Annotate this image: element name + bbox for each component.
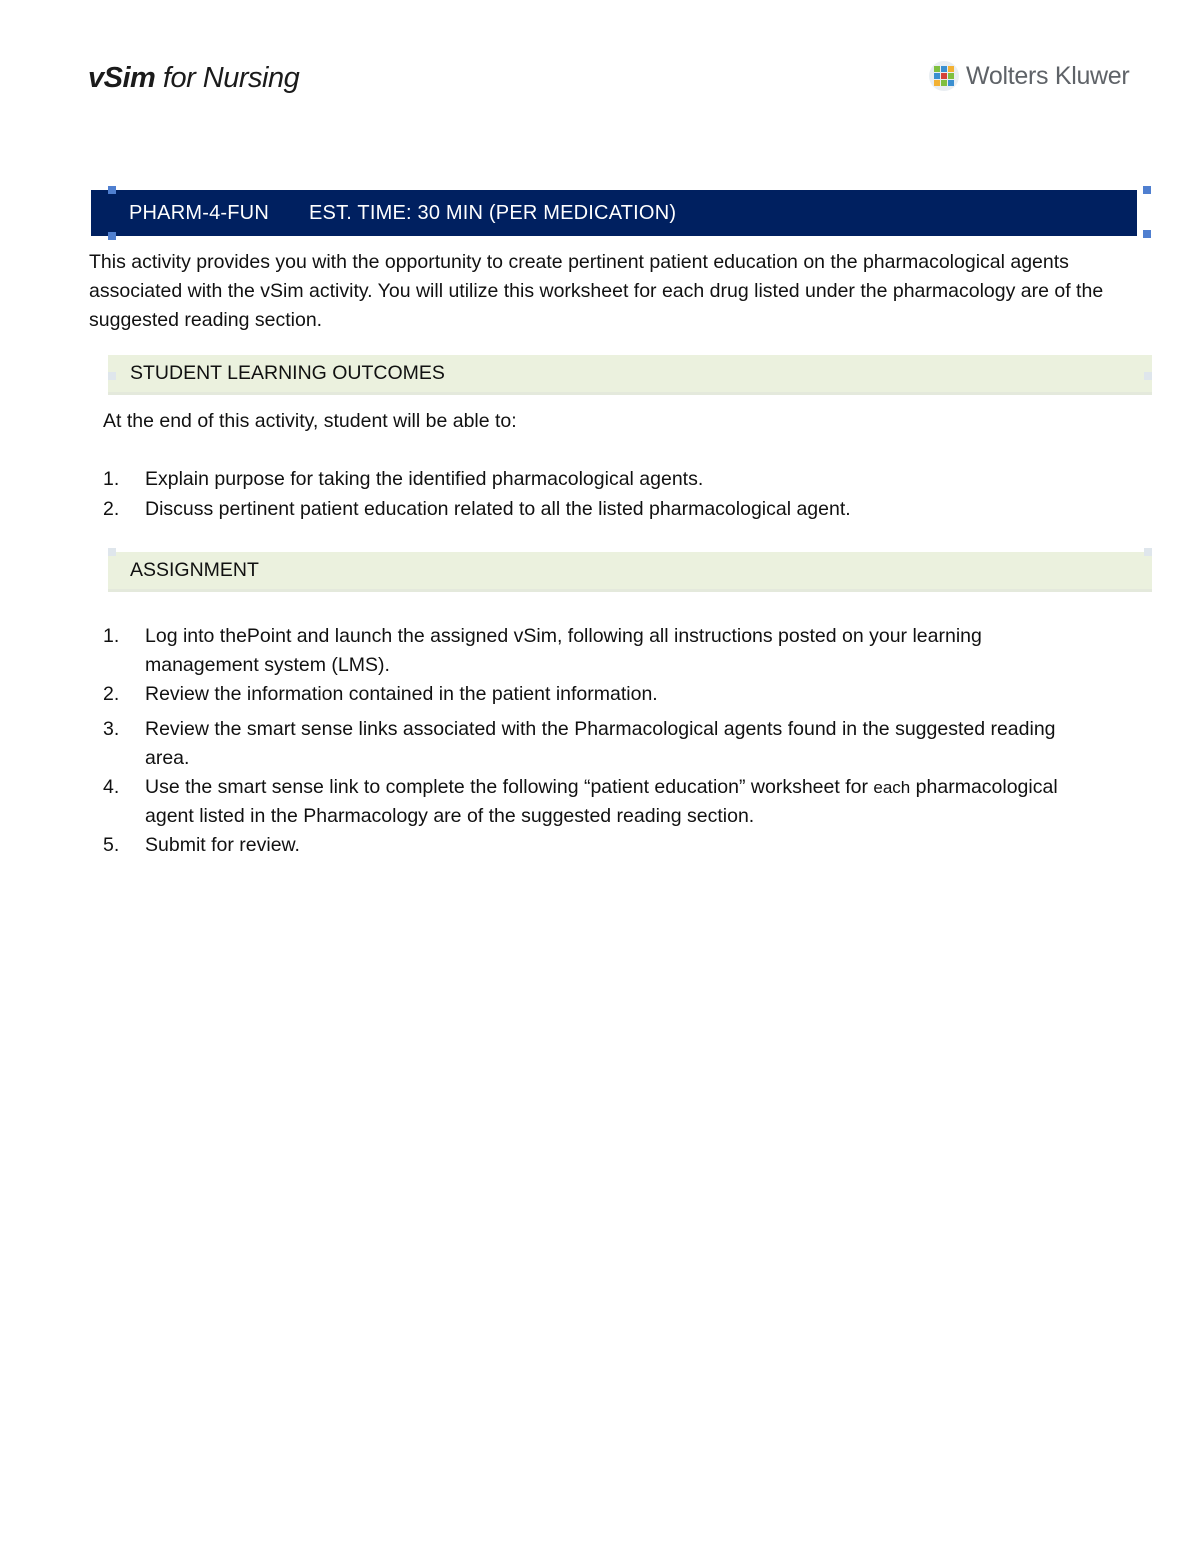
list-number: 2.	[103, 683, 120, 705]
resize-handle[interactable]	[108, 186, 116, 194]
list-text: Review the smart sense links associated with the Pharmacological agents found in the suggested reading area.	[145, 718, 1056, 769]
assignment-heading: ASSIGNMENT	[130, 559, 259, 581]
resize-handle[interactable]	[108, 232, 116, 240]
list-text-small: each	[873, 778, 911, 797]
intro-paragraph: This activity provides you with the opportunity to create pertinent patient education on the pharmacological agents associated with the vSim activity. You will utilize this worksheet for each drug listed under the pharmacology are of the suggested reading section.	[89, 251, 1104, 331]
vsim-brand-strong: vSim	[88, 62, 156, 94]
wolters-kluwer-logo-icon	[928, 60, 960, 92]
section-bar-handle[interactable]	[1144, 372, 1152, 380]
list-item	[103, 465, 1103, 494]
resize-handle[interactable]	[1143, 230, 1151, 238]
list-item	[103, 773, 1088, 831]
list-item	[103, 715, 1088, 773]
outcomes-list	[103, 465, 1103, 525]
activity-time: EST. TIME: 30 MIN (PER MEDICATION)	[308, 201, 677, 224]
list-number: 3.	[103, 718, 120, 740]
section-bar-handle[interactable]	[108, 548, 116, 556]
list-text: Log into thePoint and launch the assigned vSim, following all instructions posted on your learning management system (LMS).	[145, 625, 982, 676]
list-text: Review the information contained in the patient information.	[145, 683, 658, 705]
list-text: Explain purpose for taking the identified pharmacological agents.	[145, 468, 704, 490]
list-item	[103, 495, 1103, 524]
list-text: Submit for review.	[145, 834, 300, 856]
activity-code: PHARM-4-FUN	[129, 201, 269, 224]
vsim-brand	[88, 62, 299, 95]
assignment-section-bar	[108, 552, 1152, 592]
list-number: 4.	[103, 776, 120, 798]
wolters-kluwer-wordmark: Wolters Kluwer	[966, 61, 1130, 90]
vsim-brand-rest: for Nursing	[155, 62, 300, 94]
list-text-after: pharmacological agent listed in the Pharmacology are of the suggested reading section.	[145, 776, 1058, 827]
section-bar-handle[interactable]	[108, 372, 116, 380]
list-number: 1.	[103, 468, 120, 490]
activity-title-bar	[91, 190, 1137, 236]
resize-handle[interactable]	[1143, 186, 1151, 194]
list-item	[103, 680, 1088, 709]
list-item	[103, 622, 1088, 680]
list-number: 2.	[103, 498, 120, 520]
outcomes-heading: STUDENT LEARNING OUTCOMES	[130, 362, 445, 384]
list-number: 5.	[103, 834, 120, 856]
list-number: 1.	[103, 625, 120, 647]
wolters-kluwer-brand	[928, 60, 1129, 92]
outcomes-section-bar	[108, 355, 1152, 395]
list-item	[103, 831, 1088, 860]
outcomes-lead: At the end of this activity, student will be able to:	[103, 410, 517, 432]
section-bar-handle[interactable]	[1144, 548, 1152, 556]
list-text: Discuss pertinent patient education related to all the listed pharmacological agent.	[145, 498, 851, 520]
assignment-list	[103, 622, 1088, 860]
list-text-before: Use the smart sense link to complete the following “patient education” worksheet for	[145, 776, 874, 798]
